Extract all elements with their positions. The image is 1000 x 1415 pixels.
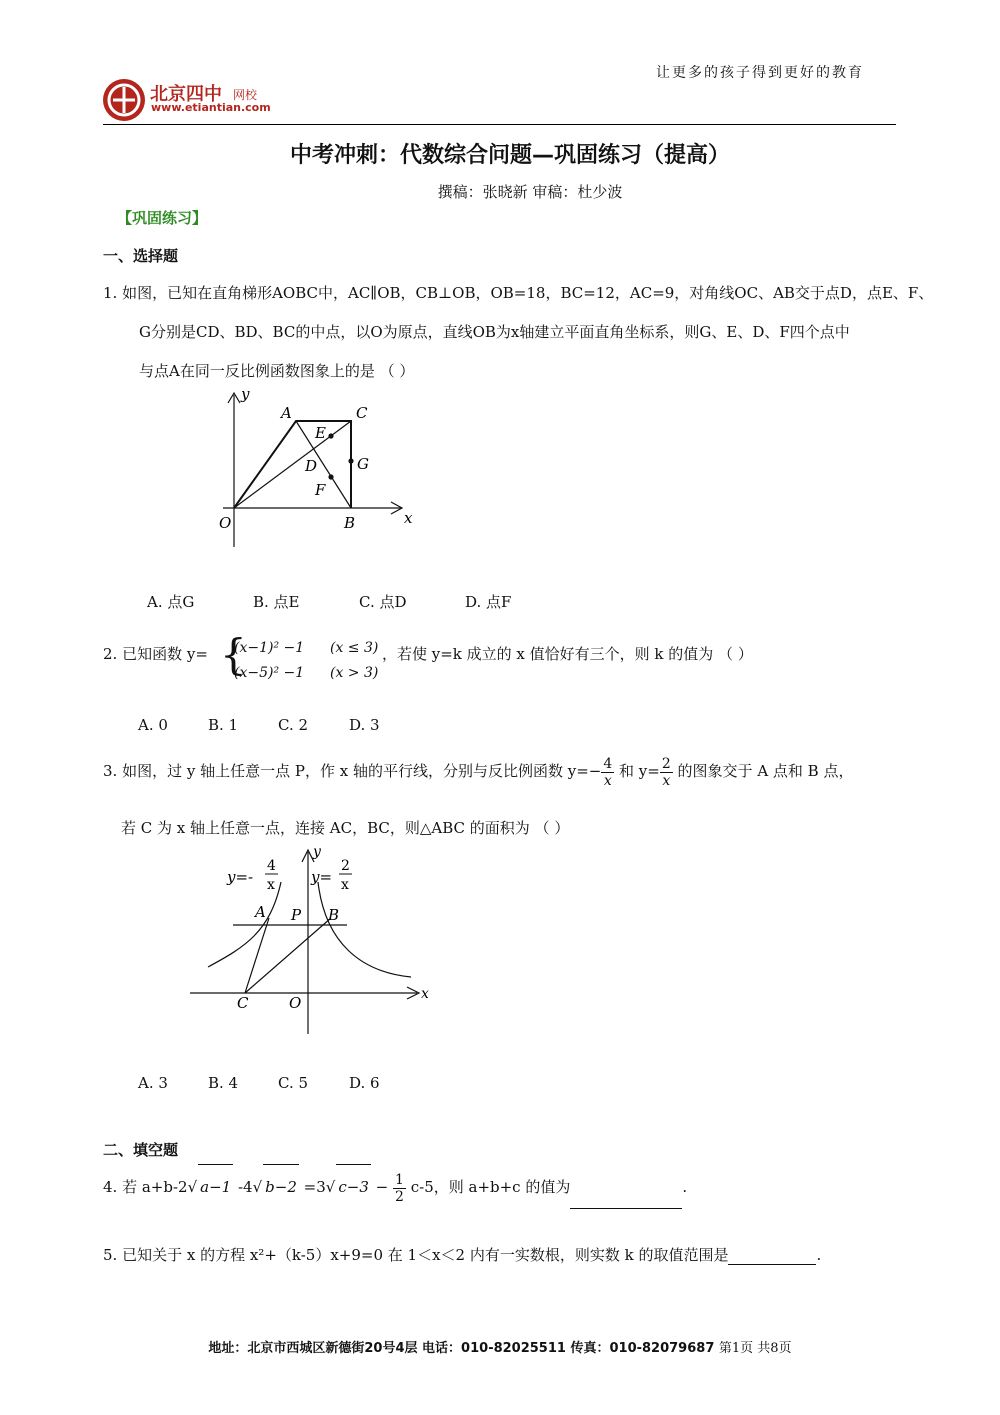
point-f: [328, 474, 333, 479]
q3-line1: [103, 752, 853, 790]
q2-option-a[interactable]: A. 0: [138, 716, 168, 734]
fig-label-y: y: [313, 844, 321, 860]
q2-piece1-cond: (x ≤ 3): [330, 640, 379, 656]
q1-line3: 与点A在同一反比例函数图象上的是 （ ）: [139, 362, 415, 380]
point-g: [348, 458, 353, 463]
fig-left-fn: y=-: [227, 868, 254, 886]
q1-line2: G分别是CD、BD、BC的中点，以O为原点，直线OB为x轴建立平面直角坐标系，则G、E、D、F四个点中: [139, 323, 850, 341]
q3-line1-b: 和 y=: [619, 762, 660, 780]
logo-name: 北京四中: [150, 84, 222, 105]
fig-left-num: 4: [267, 858, 276, 874]
q4-root3: c−3: [336, 1164, 371, 1209]
q1-option-c[interactable]: C. 点D: [359, 593, 407, 611]
q5-line: [103, 1244, 821, 1265]
footer-address: 地址：北京市西城区新德街20号4层 电话：010-82025511 传真：010-82079687: [208, 1341, 715, 1356]
section-fill-title: 二、填空题: [103, 1141, 179, 1159]
header-divider: [103, 124, 896, 125]
logo-url: www.etiantian.com: [151, 101, 271, 114]
q4-mid1: -4: [237, 1178, 253, 1196]
point-e: [328, 433, 333, 438]
slogan: 让更多的孩子得到更好的教育: [656, 65, 864, 81]
fig-right-den: x: [341, 877, 349, 893]
q4-suffix: c-5，则 a+b+c 的值为: [410, 1178, 571, 1196]
q2-piece2-cond: (x > 3): [330, 665, 379, 681]
q4-end: .: [682, 1178, 688, 1196]
label-e: E: [315, 424, 326, 442]
q3-frac-2x: $\frac{2}{x}$: [661, 755, 671, 789]
q4-root2: b−2: [263, 1164, 299, 1209]
label-a: A: [281, 404, 292, 422]
label-x: x: [404, 509, 413, 527]
q4-prefix: 4. 若 a+b-2: [103, 1178, 188, 1196]
q3-line1-a: 3. 如图，过 y 轴上任意一点 P，作 x 轴的平行线，分别与反比例函数 y=−: [103, 762, 602, 780]
q3-option-c[interactable]: C. 5: [278, 1074, 309, 1092]
label-c: C: [356, 404, 368, 422]
authors-line: 撰稿：张晓新 审稿：杜少波: [437, 183, 623, 201]
label-g: G: [357, 455, 369, 473]
label-y: y: [241, 385, 250, 403]
q3-frac-neg4x: $\frac{4}{x}$: [603, 755, 613, 789]
label-d: D: [305, 457, 318, 475]
fig-right-fn: y=: [311, 868, 333, 886]
footer-page: 第1页 共8页: [718, 1341, 792, 1356]
footer: [0, 1337, 1000, 1356]
q2-piece2-expr: (x−5)² −1: [234, 665, 305, 681]
logo-sub: 网校: [233, 88, 258, 102]
q1-figure: [205, 385, 425, 550]
label-b: B: [344, 514, 356, 532]
label-f: F: [315, 481, 326, 499]
q5-answer-blank[interactable]: [728, 1248, 816, 1265]
q4-frac-half: $\frac{1}{2}$: [395, 1171, 404, 1205]
fig-label-a: A: [255, 903, 266, 921]
label-o: O: [219, 514, 232, 532]
q2-option-d[interactable]: D. 3: [349, 716, 380, 734]
q1-option-a[interactable]: A. 点G: [147, 593, 195, 611]
q2-brace: {: [220, 630, 247, 679]
q1-option-b[interactable]: B. 点E: [253, 593, 300, 611]
q2-option-c[interactable]: C. 2: [278, 716, 309, 734]
page-title: 中考冲刺：代数综合问题—巩固练习（提高）: [289, 143, 730, 168]
q3-line2: 若 C 为 x 轴上任意一点，连接 AC，BC，则△ABC 的面积为 （ ）: [121, 819, 570, 837]
section-choice-title: 一、选择题: [103, 247, 179, 265]
q4-line: 4. 若 a+b-2√ a−1 -4√ b−2 =3√ c−3 − $\frac{1}{2}$ c-5，则 a+b+c 的值为 .: [103, 1164, 687, 1209]
q5-text: 5. 已知关于 x 的方程 x²+（k-5）x+9=0 在 1＜x＜2 内有一实数根，则实数 k 的取值范围是: [103, 1246, 729, 1264]
fig-left-den: x: [267, 877, 275, 893]
fig-label-b: B: [328, 906, 340, 924]
fig-right-num: 2: [341, 858, 350, 874]
fig-label-x: x: [421, 986, 429, 1002]
practice-label: 【巩固练习】: [117, 209, 208, 227]
q5-end: .: [816, 1246, 822, 1264]
q3-option-a[interactable]: A. 3: [138, 1074, 168, 1092]
fig-label-p: P: [291, 906, 302, 924]
q3-figure: [185, 842, 435, 1037]
q1-line1: 1. 如图，已知在直角梯形AOBC中，AC∥OB，CB⊥OB，OB=18，BC=12，AC=9，对角线OC、AB交于点D，点E、F、: [103, 284, 934, 302]
q2-piece1-expr: (x−1)² −1: [234, 640, 305, 656]
q3-option-d[interactable]: D. 6: [349, 1074, 380, 1092]
q3-option-b[interactable]: B. 4: [208, 1074, 239, 1092]
logo-icon: [103, 79, 145, 121]
q2-option-b[interactable]: B. 1: [208, 716, 239, 734]
q3-line1-c: 的图象交于 A 点和 B 点，: [677, 762, 854, 780]
q4-mid3: −: [375, 1178, 389, 1196]
q1-option-d[interactable]: D. 点F: [465, 593, 512, 611]
q4-answer-blank[interactable]: [570, 1192, 682, 1209]
q2-suffix: ，若使 y=k 成立的 x 值恰好有三个，则 k 的值为 （ ）: [382, 645, 753, 663]
q4-root1: a−1: [198, 1164, 233, 1209]
fig-label-o: O: [289, 994, 302, 1012]
fig-label-c: C: [237, 994, 249, 1012]
q4-mid2: =3: [303, 1178, 326, 1196]
q2-prefix: 2. 已知函数 y=: [103, 645, 208, 663]
